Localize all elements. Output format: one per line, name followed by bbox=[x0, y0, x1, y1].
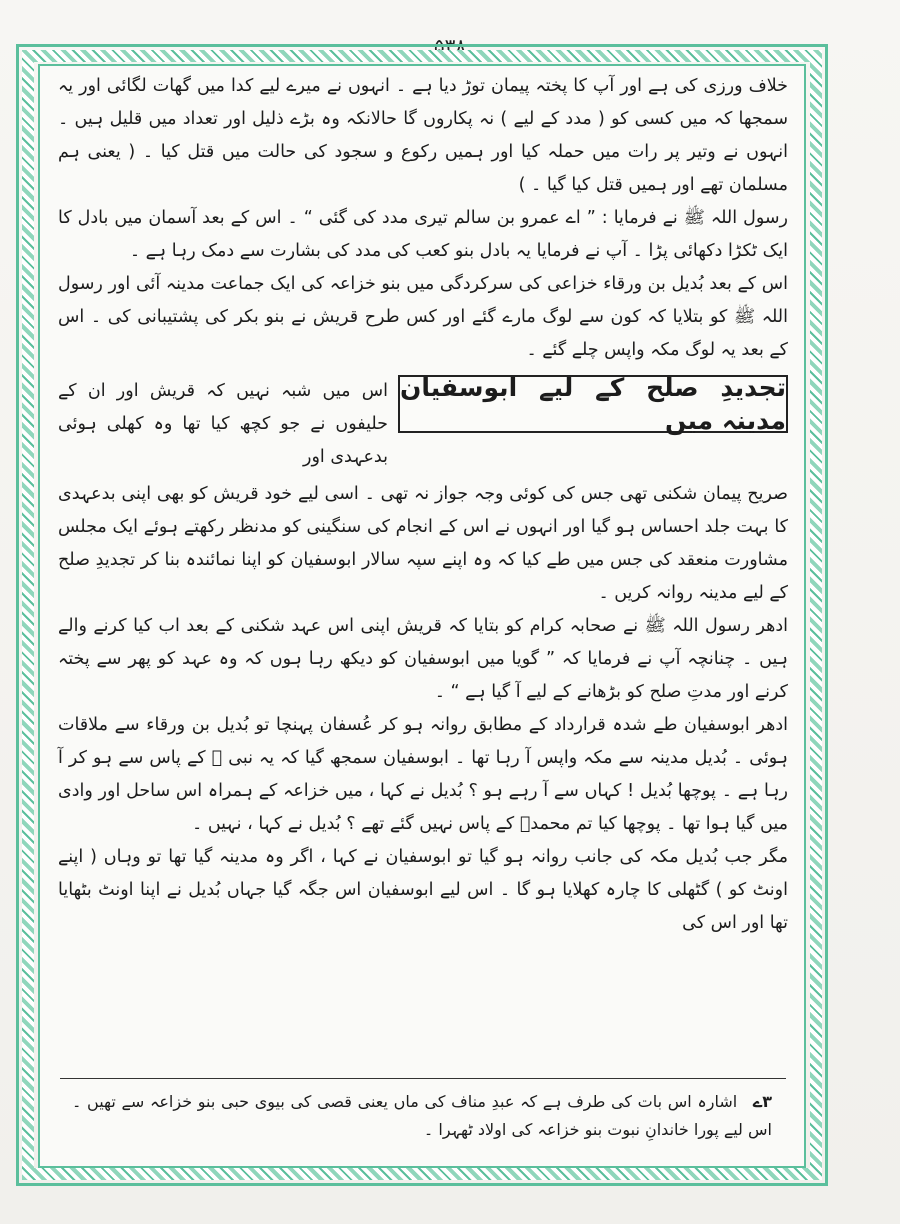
paragraph-7: مگر جب بُدیل مکہ کی جانب روانہ ہو گیا تو ابوسفیان نے کہا ، اگر وہ مدینہ گیا تھا تو وہاں ( اپنے اونٹ کو ) گٹھلی کا چارہ کھلایا ہو گا ۔ اس لیے ابوسفیان اس جگہ گیا جہاں بُدیل نے اپنا اونٹ بٹھایا تھا اور اس کی bbox=[58, 847, 788, 933]
footnote bbox=[72, 1088, 772, 1144]
section-heading: تجدیدِ صلح کے لیے ابوسفیان مدینہ میں bbox=[400, 373, 786, 435]
paragraph-2: رسول اللہ ﷺ نے فرمایا : ” اے عمرو بن سالم تیری مدد کی گئی “ ۔ اس کے بعد آسمان میں بادل کا ایک ٹکڑا دکھائی پڑا ۔ آپ نے فرمایا یہ بادل بنو کعب کی مدد کی بشارت سے دمک رہا ہے ۔ bbox=[58, 208, 788, 261]
paragraph-1: خلاف ورزی کی ہے اور آپ کا پختہ پیمان توڑ دیا ہے ۔ انہوں نے میرے لیے کدا میں گھات لگائی اور یہ سمجھا کہ میں کسی کو ( مدد کے لیے ) نہ پکاروں گا حالانکہ وہ بڑے ذلیل اور تعداد میں قلیل ہیں ۔ انہوں نے وتیر پر رات میں حملہ کیا اور ہمیں رکوع و سجود کی حالت میں قتل کیا ۔ ( یعنی ہم مسلمان تھے اور ہمیں قتل کیا گیا ۔ ) bbox=[58, 76, 788, 195]
footnote-text: اشارہ اس بات کی طرف ہے کہ عبدِ مناف کی ماں یعنی قصی کی بیوی حبی بنو خزاعہ سے تھیں ۔ اس لیے پورا خاندانِ نبوت بنو خزاعہ کی اولاد ٹھہرا ۔ bbox=[72, 1092, 772, 1139]
paragraph-4: صریح پیمان شکنی تھی جس کی کوئی وجہ جواز نہ تھی ۔ اسی لیے خود قریش کو بھی اپنی بدعہدی کا بہت جلد احساس ہو گیا اور انہوں نے اس کے انجام کی سنگینی کو مدنظر رکھتے ہوئے ایک مجلس مشاورت منعقد کی جس میں طے کیا کہ وہ اپنے سپہ سالار ابوسفیان کو اپنا نمائندہ بنا کر تجدیدِ صلح کے لیے مدینہ روانہ کریں ۔ bbox=[58, 484, 788, 603]
paragraph-6: ادھر ابوسفیان طے شدہ قرارداد کے مطابق روانہ ہو کر عُسفان پہنچا تو بُدیل بن ورقاء سے ملاقات ہوئی ۔ بُدیل مدینہ سے مکہ واپس آ رہا تھا ۔ ابوسفیان سمجھ گیا کہ یہ نبی ﷺ کے پاس سے ہو کر آ رہا ہے ۔ پوچھا بُدیل ! کہاں سے آ رہے ہو ؟ بُدیل نے کہا ، میں خزاعہ کے ہمراہ اس ساحل اور وادی میں گیا ہوا تھا ۔ پوچھا کیا تم محمدؐ کے پاس نہیں گئے تھے ؟ بُدیل نے کہا ، نہیں ۔ bbox=[58, 715, 788, 834]
footnote-marker: ۳ے bbox=[752, 1092, 773, 1111]
footnote-divider bbox=[60, 1078, 786, 1079]
page-number: ۵۳۸ bbox=[433, 34, 467, 58]
paragraph-5: ادھر رسول اللہ ﷺ نے صحابہ کرام کو بتایا کہ قریش اپنی اس عہد شکنی کے بعد اب کیا کرنے والے ہیں ۔ چنانچہ آپ نے فرمایا کہ ” گویا میں ابوسفیان کو دیکھ رہا ہوں کہ وہ عہد کو پھر سے پختہ کرنے اور مدتِ صلح کو بڑھانے کے لیے آ گیا ہے “ ۔ bbox=[58, 616, 788, 702]
main-text bbox=[58, 70, 788, 1160]
paragraph-3: اس کے بعد بُدیل بن ورقاء خزاعی کی سرکردگی میں بنو خزاعہ کی ایک جماعت مدینہ آئی اور رسول اللہ ﷺ کو بتلایا کہ کون سے لوگ مارے گئے اور کس طرح قریش نے بنو بکر کی پشتیبانی کی ۔ اس کے بعد یہ لوگ مکہ واپس چلے گئے ۔ bbox=[58, 274, 788, 360]
heading-side-text: اس میں شبہ نہیں کہ قریش اور ان کے حلیفوں نے جو کچھ کیا تھا وہ کھلی ہوئی بدعہدی اور bbox=[58, 381, 388, 467]
section-heading-row bbox=[58, 375, 788, 474]
